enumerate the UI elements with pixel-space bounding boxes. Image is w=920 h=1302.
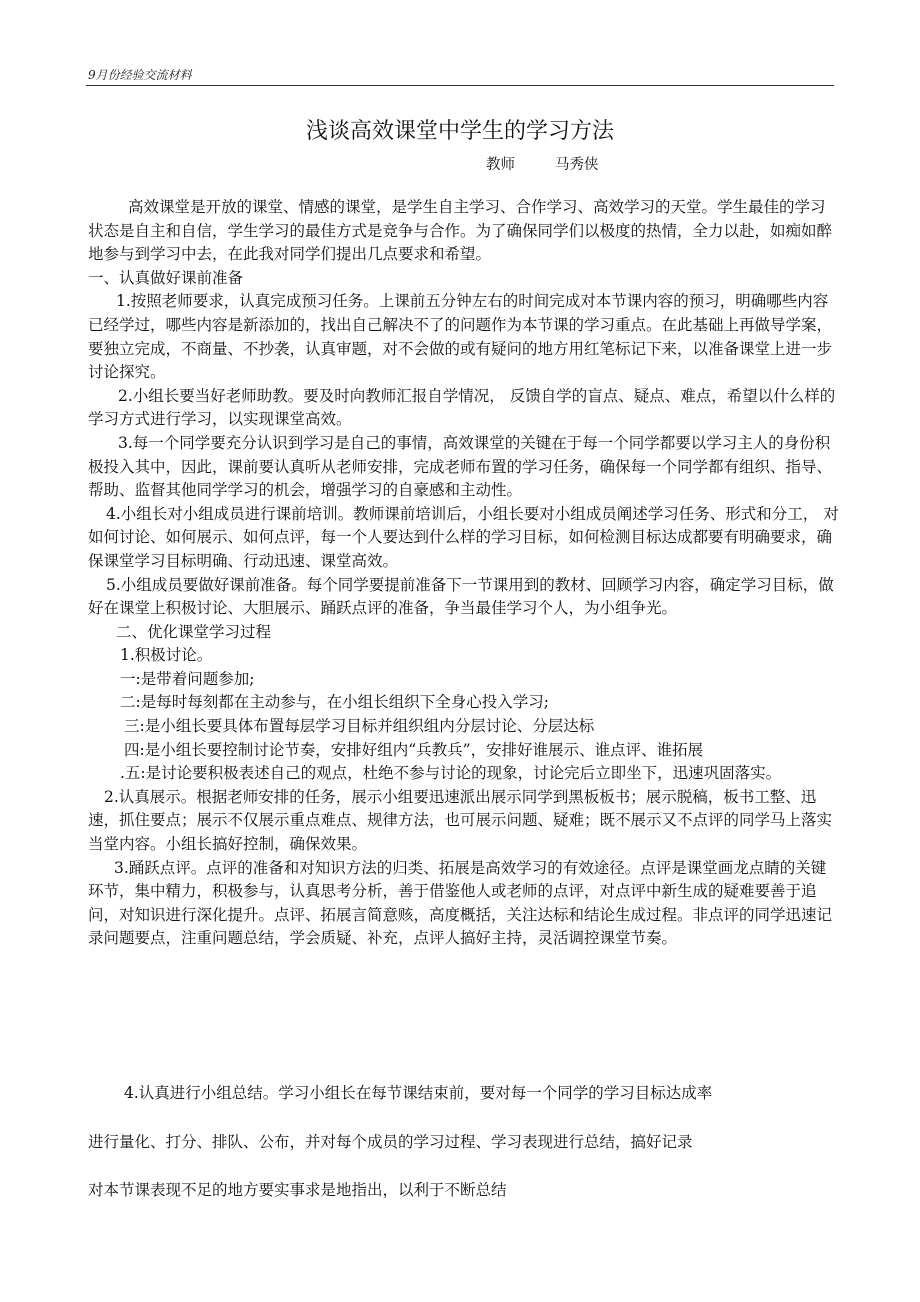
list-item: 二:是每时每刻都在主动参与，在小组长组织下全身心投入学习; (120, 693, 549, 712)
byline (486, 153, 599, 174)
header-divider (86, 85, 834, 86)
paragraph-1-5: 5.小组成员要做好课前准备。每个同学要提前准备下一节课用到的教材、回顾学习内容，确定学习目标，做好在课堂上积极讨论、大胆展示、踊跃点评的准备，争当最佳学习个人，为小组争光。 (88, 575, 834, 618)
document-body (88, 196, 840, 951)
list-item: 四:是小组长要控制讨论节奏，安排好组内“兵教兵”，安排好谁展示、谁点评、谁拓展 (124, 740, 704, 759)
section-heading-2: 二、优化课堂学习过程 (116, 622, 272, 641)
paragraph-1-1: 1.按照老师要求，认真完成预习任务。上课前五分钟左右的时间完成对本节课内容的预习，明确哪些内容已经学过，哪些内容是新添加的，找出自己解决不了的问题作为本节课的学习重点。在此基础上再做导学案，要独立完成，不商量、不抄袭，认真审题，对不会做的或有疑问的地方用红笔标记下来，以准备课堂上进一步讨论探究。 (88, 292, 833, 382)
list-item: .五:是讨论要积极表述自己的观点，杜绝不参与讨论的现象，讨论完后立即坐下，迅速巩固落实。 (120, 764, 782, 783)
list-item: 三:是小组长要具体布置每层学习目标并组织组内分层讨论、分层达标 (124, 717, 595, 736)
page-header: 9月份经验交流材料 (88, 68, 192, 82)
paragraph-2-2: 2.认真展示。根据老师安排的任务，展示小组要迅速派出展示同学到黑板板书；展示脱稿，板书工整、迅速，抓住要点；展示不仅展示重点难点、规律方法，也可展示问题、疑难；既不展示又不点评的同学马上落实当堂内容。小组长搞好控制，确保效果。 (88, 787, 833, 854)
section-heading-1: 一、认真做好课前准备 (88, 268, 244, 287)
subheading-2-1: 1.积极讨论。 (120, 646, 213, 665)
paragraph-1-3: 3.每一个同学要充分认识到学习是自己的事情，高效课堂的关键在于每一个同学都要以学习主人的身份积极投入其中，因此，课前要认真听从老师安排，完成老师布置的学习任务，确保每一个同学都有组织、指导、帮助、监督其他同学学习的机会，增强学习的自豪感和主动性。 (88, 433, 833, 500)
intro-paragraph: 高效课堂是开放的课堂、情感的课堂，是学生自主学习、合作学习、高效学习的天堂。学生最佳的学习状态是自主和自信，学生学习的最佳方式是竞争与合作。为了确保同学们以极度的热情，全力以赴，如痴如醉地参与到学习中去，在此我对同学们提出几点要求和希望。 (88, 198, 833, 264)
paragraph-1-4: 4.小组长对小组成员进行课前培训。教师课前培训后，小组长要对小组成员阐述学习任务、形式和分工， 对如何讨论、如何展示、如何点评，每一个人要达到什么样的学习目标，如何检测目标达成都要有明确要求，确保课堂学习目标明确、行动迅速、课堂高效。 (88, 504, 839, 570)
closing-line-3: 对本节课表现不足的地方要实事求是地指出，以利于不断总结 (88, 1181, 507, 1199)
author-name: 马秀侠 (555, 157, 599, 173)
closing-line-1: 4.认真进行小组总结。学习小组长在每节课结束前，要对每一个同学的学习目标达成率 (124, 1084, 713, 1102)
paragraph-1-2: 2.小组长要当好老师助教。要及时向教师汇报自学情况， 反馈自学的盲点、疑点、难点，希望以什么样的学习方式进行学习，以实现课堂高效。 (88, 386, 836, 429)
document-title: 浅谈高效课堂中学生的学习方法 (305, 119, 614, 144)
list-item: 一:是带着问题参加; (120, 669, 255, 688)
closing-line-2: 进行量化、打分、排队、公布，并对每个成员的学习过程、学习表现进行总结，搞好记录 (88, 1133, 693, 1151)
author-role: 教师 (486, 157, 515, 173)
paragraph-2-3: 3.踊跃点评。点评的准备和对知识方法的归类、拓展是高效学习的有效途径。点评是课堂画龙点睛的关键环节，集中精力，积极参与，认真思考分析，善于借鉴他人或老师的点评，对点评中新生成的疑难要善于追问，对知识进行深化提升。点评、拓展言简意赅，高度概括，关注达标和结论生成过程。非点评的同学迅速记录问题要点，注重问题总结，学会质疑、补充，点评人搞好主持，灵活调控课堂节奏。 (88, 858, 833, 948)
